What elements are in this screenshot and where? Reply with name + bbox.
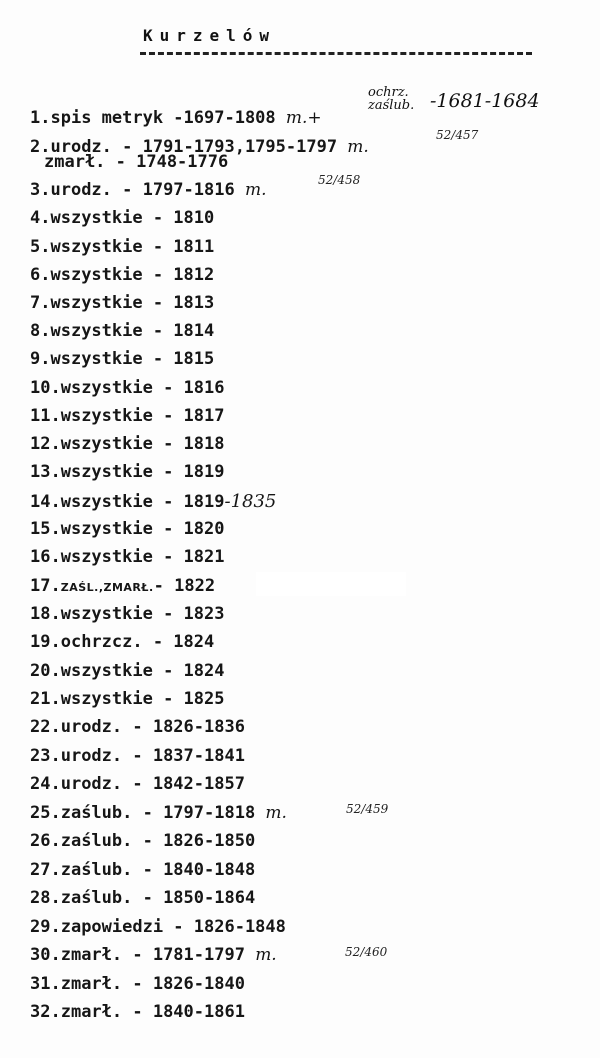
item-text: wszystkie - 1814	[50, 321, 215, 341]
title-underline	[140, 52, 532, 55]
list-item	[30, 576, 215, 596]
list-item	[30, 434, 224, 454]
item-text: zmarł. - 1781-1797	[60, 945, 256, 965]
item-text: wszystkie - 1813	[50, 293, 215, 313]
item-number: 5.	[30, 237, 51, 257]
item-number: 7.	[30, 293, 51, 313]
item-text: zaślub. - 1826-1850	[60, 831, 256, 851]
item-number: 1.	[30, 108, 51, 128]
item-number: 29.	[30, 917, 61, 937]
handwritten-annotation-top: ochrz.	[368, 85, 409, 100]
item-number: 18.	[30, 604, 61, 624]
list-item	[30, 831, 255, 851]
item-text: zaślub. - 1797-1818	[60, 803, 266, 823]
item-text: wszystkie - 1818	[60, 434, 225, 454]
item-text: wszystkie - 1811	[50, 237, 215, 257]
list-item	[30, 717, 245, 737]
item-text: urodz. - 1826-1836	[60, 717, 245, 737]
list-item	[30, 547, 224, 567]
list-item	[30, 265, 214, 285]
item-text: wszystkie - 1819	[60, 492, 225, 512]
list-item	[30, 860, 255, 880]
handwritten-mark: m.	[255, 945, 277, 965]
page-title: Kurzelów	[143, 26, 277, 45]
handwritten-note: 52/458	[318, 173, 361, 187]
item-number: 20.	[30, 661, 61, 681]
item-number: 24.	[30, 774, 61, 794]
handwritten-mark: m.	[265, 803, 287, 823]
item-text: wszystkie - 1819	[60, 462, 225, 482]
handwritten-note: 52/457	[436, 128, 479, 142]
item-text: wszystkie - 1820	[60, 519, 225, 539]
list-item	[30, 774, 245, 794]
list-item	[30, 1002, 245, 1022]
list-item	[30, 378, 224, 398]
item-text: wszystkie - 1817	[60, 406, 225, 426]
item-number: 2.	[30, 137, 51, 157]
list-item	[30, 180, 266, 200]
list-item	[30, 661, 224, 681]
handwritten-range: -1681-1684	[430, 90, 540, 112]
item-number: 25.	[30, 803, 61, 823]
handwritten-range: -1835	[224, 491, 277, 512]
list-item	[30, 632, 214, 652]
list-item	[30, 491, 276, 512]
item-text: urodz. - 1842-1857	[60, 774, 245, 794]
item-text: zaślub. - 1840-1848	[60, 860, 256, 880]
item-text: wszystkie - 1823	[60, 604, 225, 624]
item-text: wszystkie - 1816	[60, 378, 225, 398]
list-item	[30, 237, 214, 257]
item-number: 21.	[30, 689, 61, 709]
list-item	[30, 321, 214, 341]
item-text: wszystkie - 1821	[60, 547, 225, 567]
item-number: 17.	[30, 576, 61, 596]
item-number: 8.	[30, 321, 51, 341]
correction-whiteout	[256, 572, 406, 596]
item-text: spis metryk -1697-1808	[50, 108, 286, 128]
list-item	[30, 945, 277, 965]
item-text: urodz. - 1797-1816	[50, 180, 245, 200]
item-number: 27.	[30, 860, 61, 880]
handwritten-annotation-bottom: zaślub.	[368, 98, 415, 113]
item-number: 26.	[30, 831, 61, 851]
item-number: 30.	[30, 945, 61, 965]
list-item	[30, 108, 322, 128]
item-text: urodz. - 1837-1841	[60, 746, 245, 766]
item-text: wszystkie - 1825	[60, 689, 225, 709]
item-number: 31.	[30, 974, 61, 994]
item-number: 3.	[30, 180, 51, 200]
item-number: 14.	[30, 492, 61, 512]
item-text: zmarł. - 1826-1840	[60, 974, 245, 994]
handwritten-mark: m.	[347, 137, 369, 157]
item-text: zmarł. - 1840-1861	[60, 1002, 245, 1022]
item-number: 10.	[30, 378, 61, 398]
item-number: 6.	[30, 265, 51, 285]
list-item	[30, 917, 286, 937]
item-number: 22.	[30, 717, 61, 737]
list-item	[30, 293, 214, 313]
item-text: - 1822	[153, 576, 216, 596]
list-item	[30, 803, 287, 823]
list-item	[30, 689, 224, 709]
list-item	[30, 604, 224, 624]
item-number: 4.	[30, 208, 51, 228]
item-number: 12.	[30, 434, 61, 454]
item-number: 19.	[30, 632, 61, 652]
list-item	[30, 349, 214, 369]
item-number: 23.	[30, 746, 61, 766]
handwritten-mark: m.	[244, 180, 267, 200]
list-item	[30, 208, 214, 228]
handwritten-note: 52/459	[346, 802, 389, 816]
handwritten-annotation	[368, 86, 414, 112]
item-text: wszystkie - 1815	[50, 349, 215, 369]
handwritten-correction: ZAŚL.,ZMARŁ.	[60, 581, 154, 594]
item-text: zmarł. - 1748-1776	[44, 152, 229, 172]
item-text: zaślub. - 1850-1864	[60, 888, 256, 908]
handwritten-mark: m.+	[285, 108, 322, 128]
list-item	[30, 462, 224, 482]
item-text: wszystkie - 1810	[50, 208, 215, 228]
list-item	[30, 974, 245, 994]
item-number: 11.	[30, 406, 61, 426]
list-item	[30, 888, 255, 908]
item-number: 28.	[30, 888, 61, 908]
item-text: ochrzcz. - 1824	[60, 632, 215, 652]
item-text: wszystkie - 1824	[60, 661, 225, 681]
item-number: 32.	[30, 1002, 61, 1022]
list-item	[30, 519, 224, 539]
item-number: 13.	[30, 462, 61, 482]
item-text: wszystkie - 1812	[50, 265, 215, 285]
list-item	[44, 152, 228, 172]
item-text: zapowiedzi - 1826-1848	[60, 917, 286, 937]
list-item	[30, 406, 224, 426]
item-number: 16.	[30, 547, 61, 567]
item-number: 9.	[30, 349, 51, 369]
item-text: urodz. - 1791-1793,1795-1797	[50, 137, 348, 157]
handwritten-note: 52/460	[345, 945, 388, 959]
list-item	[30, 746, 245, 766]
item-number: 15.	[30, 519, 61, 539]
